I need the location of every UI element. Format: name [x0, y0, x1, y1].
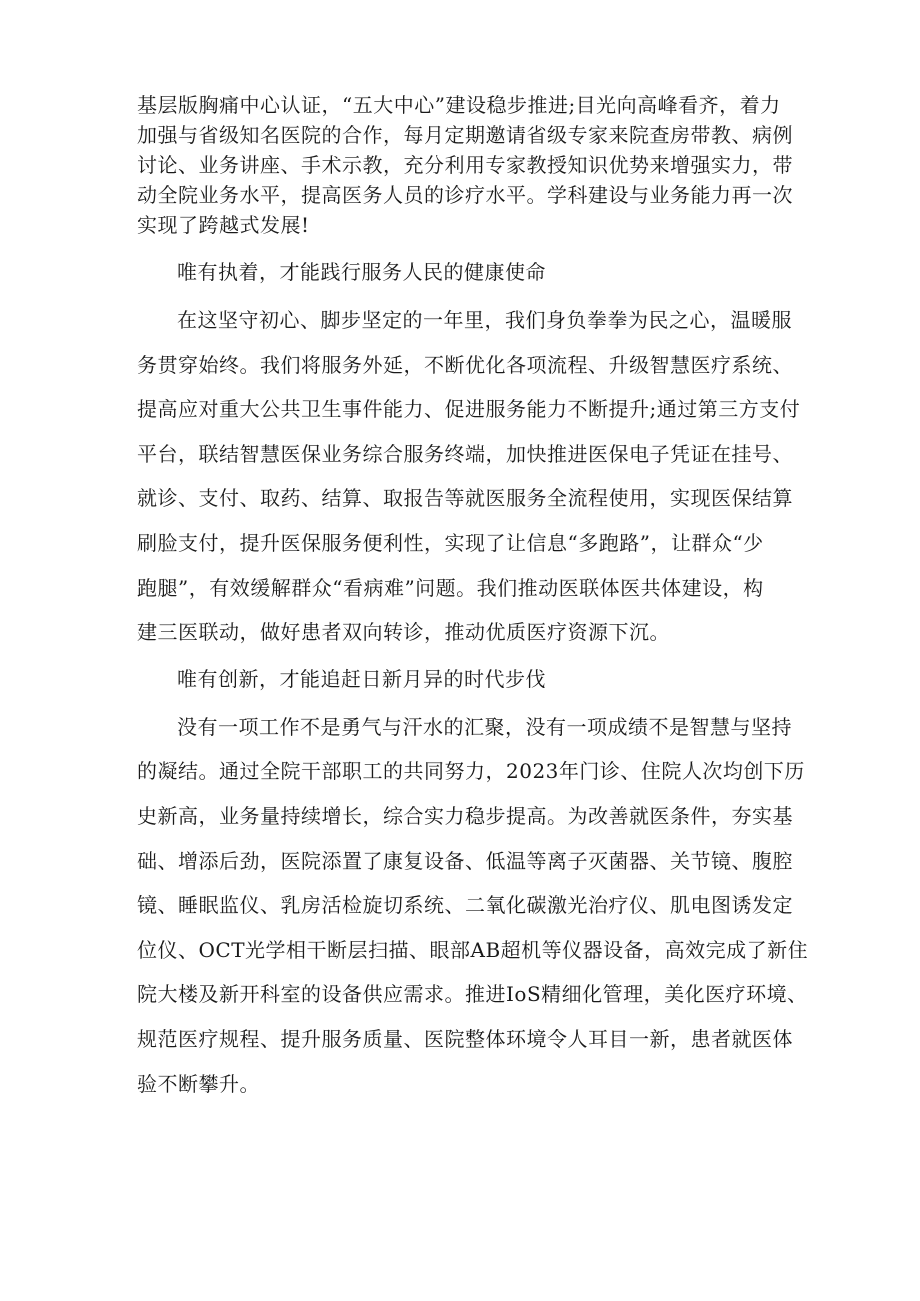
- text-line: 没有一项工作不是勇气与汗水的汇聚，没有一项成绩不是智慧与坚持: [177, 714, 792, 739]
- text-line: 讨论、业务讲座、手术示教，充分利用专家教授知识优势来增强实力，带: [137, 153, 793, 177]
- text-line: 镜、睡眠监仪、乳房活检旋切系统、二氧化碳激光治疗仪、肌电图诱发定: [137, 893, 793, 918]
- text-line: 史新高，业务量持续增长，综合实力稳步提高。为改善就医条件，夯实基: [137, 803, 793, 828]
- text-line: 提高应对重大公共卫生事件能力、促进服务能力不断提升;通过第三方支付: [137, 397, 801, 422]
- text-line: 建三医联动，做好患者双向转诊，推动优质医疗资源下沉。: [137, 620, 670, 645]
- text-line: 刷脸支付，提升医保服务便利性，实现了让信息“多跑路”，让群众“少: [137, 530, 764, 555]
- text-line: 规范医疗规程、提升服务质量、医院整体环境令人耳目一新，患者就医体: [137, 1026, 793, 1051]
- text-line: 动全院业务水平，提高医务人员的诊疗水平。学科建设与业务能力再一次: [137, 183, 793, 207]
- text-line: 实现了跨越式发展!: [137, 213, 310, 237]
- text-line: 在这坚守初心、脚步坚定的一年里，我们身负拳拳为民之心，温暖服: [177, 308, 792, 332]
- paragraph-1: [137, 90, 797, 240]
- document-body: [137, 90, 809, 1106]
- text-line: 位仪、OCT光学相干断层扫描、眼部AB超机等仪器设备，高效完成了新住: [137, 937, 809, 962]
- text-line: 务贯穿始终。我们将服务外延，不断优化各项流程、升级智慧医疗系统、: [137, 352, 793, 377]
- section-heading-1: 唯有执着，才能践行服务人民的健康使命: [177, 260, 546, 284]
- text-line: 的凝结。通过全院干部职工的共同努力，2023年门诊、住院人次均创下历: [137, 759, 805, 784]
- paragraph-3: [137, 705, 809, 1106]
- text-line: 院大楼及新开科室的设备供应需求。推进IoS精细化管理，美化医疗环境、: [137, 982, 808, 1007]
- text-line: 基层版胸痛中心认证，“五大中心”建设稳步推进;目光向高峰看齐，着力: [137, 93, 781, 117]
- text-line: 平台，联结智慧医保业务综合服务终端，加快推进医保电子凭证在挂号、: [137, 441, 793, 466]
- section-heading-2: 唯有创新，才能追赶日新月异的时代步伐: [177, 666, 546, 691]
- text-line: 加强与省级知名医院的合作，每月定期邀请省级专家来院查房带教、病例: [137, 123, 793, 147]
- text-line: 就诊、支付、取药、结算、取报告等就医服务全流程使用，实现医保结算: [137, 486, 793, 511]
- text-line: 础、增添后劲，医院添置了康复设备、低温等离子灭菌器、关节镜、腹腔: [137, 848, 793, 873]
- text-line: 验不断攀升。: [137, 1071, 260, 1096]
- text-line: 跑腿”，有效缓解群众“看病难”问题。我们推动医联体医共体建设，构: [137, 575, 764, 600]
- paragraph-2: [137, 298, 801, 655]
